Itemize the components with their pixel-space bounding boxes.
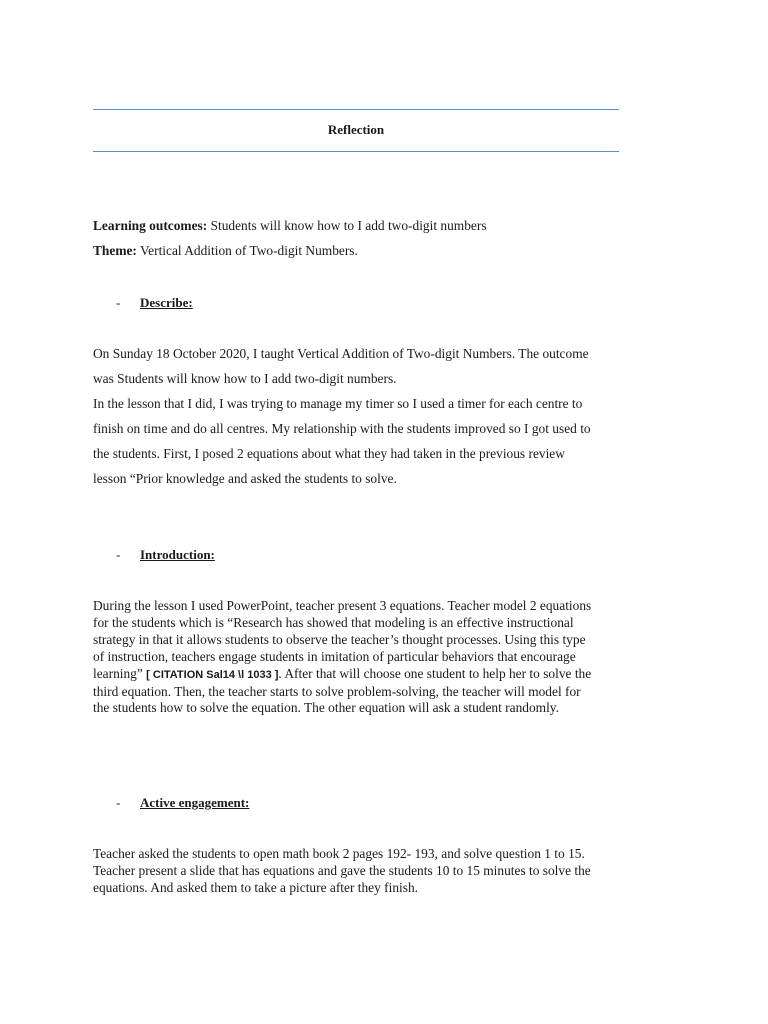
paragraph-line: strategy in that it allows students to observe the teacher’s thought processes. Using this type <box>93 631 586 647</box>
bullet-dash: - <box>116 295 121 310</box>
paragraph-line: In the lesson that I did, I was trying to manage my timer so I used a timer for each centre to <box>93 396 583 411</box>
describe-heading <box>116 295 193 311</box>
bullet-dash: - <box>116 547 121 562</box>
active-engagement-paragraph <box>93 846 683 897</box>
introduction-paragraph <box>93 598 683 717</box>
paragraph-line: lesson “Prior knowledge and asked the students to solve. <box>93 471 397 486</box>
paragraph-line: third equation. Then, the teacher starts to solve problem-solving, the teacher will model for <box>93 683 581 699</box>
document-title: Reflection <box>327 122 385 137</box>
paragraph-line: finish on time and do all centres. My relationship with the students improved so I got used to <box>93 421 591 436</box>
paragraph-line: for the students which is “Research has showed that modeling is an effective instructional <box>93 614 574 630</box>
paragraph-line: During the lesson I used PowerPoint, teacher present 3 equations. Teacher model 2 equations <box>93 598 592 613</box>
theme-line <box>93 243 358 259</box>
paragraph-line: On Sunday 18 October 2020, I taught Vertical Addition of Two-digit Numbers. The outcome <box>93 346 589 361</box>
active-engagement-heading <box>116 795 249 811</box>
describe-heading-text: Describe: <box>140 295 193 310</box>
describe-paragraph <box>93 341 673 491</box>
paragraph-line-with-citation <box>93 666 683 684</box>
citation-field: [ CITATION Sal14 \l 1033 ] <box>146 668 279 681</box>
theme-text: Vertical Addition of Two-digit Numbers. <box>140 243 358 258</box>
paragraph-line: the students. First, I posed 2 equations about what they had taken in the previous review <box>93 446 565 461</box>
active-engagement-heading-text: Active engagement: <box>140 795 250 810</box>
citation-line-after: . After that will choose one student to help her to solve the <box>278 665 592 681</box>
introduction-heading-text: Introduction: <box>140 547 215 562</box>
bullet-dash: - <box>116 795 121 810</box>
learning-outcomes-label: Learning outcomes: <box>93 218 208 233</box>
theme-label: Theme: <box>93 243 137 258</box>
introduction-heading <box>116 547 215 563</box>
title-rule-top <box>93 109 619 110</box>
learning-outcomes-line <box>93 218 487 234</box>
paragraph-line: was Students will know how to I add two-digit numbers. <box>93 371 397 386</box>
learning-outcomes-text: Students will know how to I add two-digit numbers <box>210 218 487 233</box>
paragraph-line: the students how to solve the equation. The other equation will ask a student randomly. <box>93 700 559 716</box>
citation-line-before: learning” <box>93 665 147 681</box>
paragraph-line: Teacher asked the students to open math book 2 pages 192- 193, and solve question 1 to 15. <box>93 846 585 861</box>
paragraph-line: equations. And asked them to take a picture after they finish. <box>93 879 418 895</box>
paragraph-line: Teacher present a slide that has equations and gave the students 10 to 15 minutes to solve the <box>93 862 591 878</box>
paragraph-line: of instruction, teachers engage students in imitation of particular behaviors that encourage <box>93 648 576 664</box>
title-rule-bottom <box>93 151 619 152</box>
